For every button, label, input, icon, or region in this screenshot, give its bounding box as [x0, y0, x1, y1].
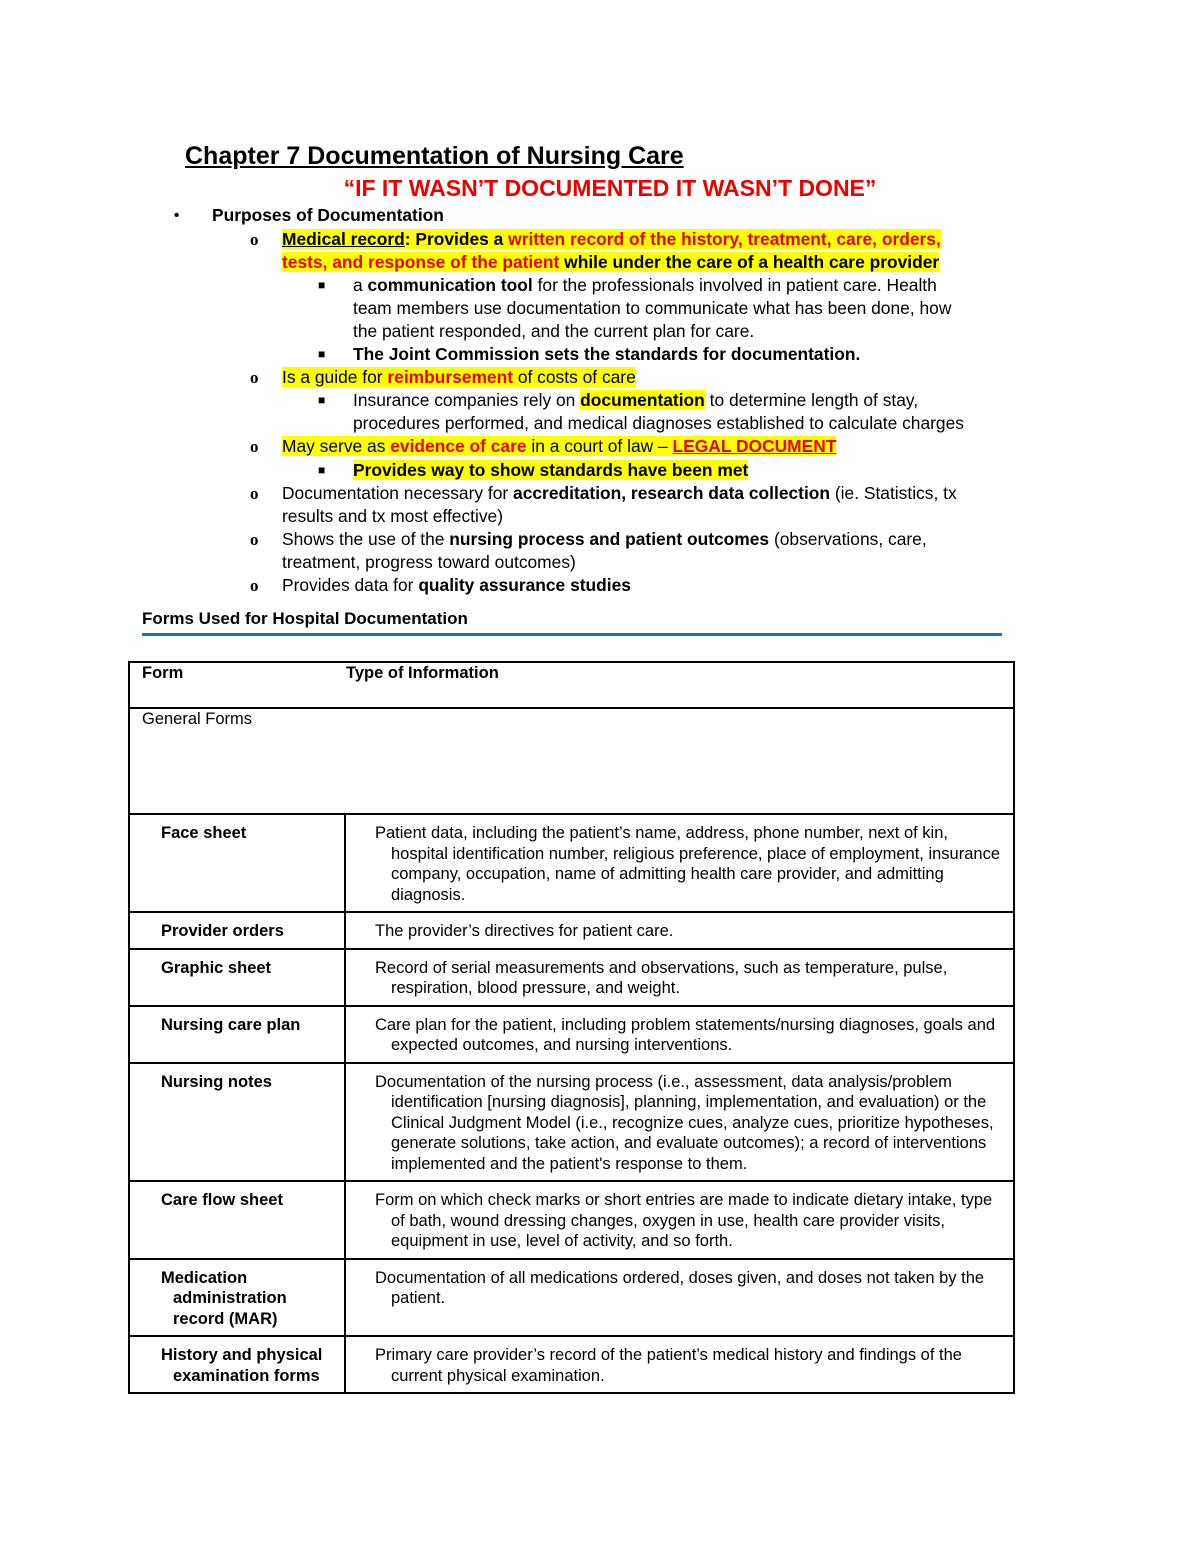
table-row — [129, 1063, 1014, 1182]
joint-commission-line: The Joint Commission sets the standards for documentation. — [353, 344, 861, 364]
bullet-square-icon: ■ — [318, 347, 326, 361]
table-row — [129, 814, 1014, 912]
table-row — [129, 1259, 1014, 1337]
form-info: Primary care provider’s record of the patient’s medical history and findings of the current physical examination. — [375, 1346, 962, 1385]
bullet-square-icon: ■ — [318, 278, 326, 292]
medical-record-line-1: Medical record: Provides a written record of the history, treatment, care, orders, — [282, 229, 941, 249]
bullet-o-icon: o — [250, 230, 259, 249]
bullet-o-icon: o — [250, 576, 259, 595]
form-info: Care plan for the patient, including problem statements/nursing diagnoses, goals and expected outcomes, and nursing interventions. — [375, 1015, 996, 1054]
table-row — [129, 1181, 1014, 1259]
slogan: “IF IT WASN’T DOCUMENTED IT WASN’T DONE” — [343, 175, 877, 201]
chapter-title: Chapter 7 Documentation of Nursing Care — [185, 142, 684, 170]
table-row — [129, 912, 1014, 949]
accreditation-line-2: results and tx most effective) — [282, 506, 504, 526]
nursing-process-line-2: treatment, progress toward outcomes) — [282, 552, 576, 572]
communication-tool-line-2: team members use documentation to communicate what has been done, how — [353, 298, 952, 318]
form-name: Care flow sheet — [161, 1191, 283, 1209]
bullet-o-icon: o — [250, 530, 259, 549]
section-divider — [142, 633, 1002, 636]
table-row — [129, 1336, 1014, 1393]
nursing-process-line-1: Shows the use of the nursing process and patient outcomes (observations, care, — [282, 529, 927, 549]
form-name: Nursing care plan — [161, 1015, 301, 1034]
evidence-line: May serve as evidence of care in a court of law – LEGAL DOCUMENT — [282, 436, 837, 456]
accreditation-line-1: Documentation necessary for accreditation, research data collection (ie. Statistics, tx — [282, 483, 957, 503]
bullet-o-icon: o — [250, 484, 259, 503]
communication-tool-line-3: the patient responded, and the current plan for care. — [353, 321, 755, 341]
form-info: Documentation of the nursing process (i.e., assessment, data analysis/problem identification [nursing diagnosis], planning, implementation, and evaluation) or the Clinical Judgment Model (i.e., recognize cues, analyze cues, prioritize hypotheses, generate solutions, take action, and evaluate outcomes); a record of interventions implemented and the patient's response to them. — [375, 1072, 994, 1173]
communication-tool-line-1: a communication tool for the professionals involved in patient care. Health — [353, 275, 937, 295]
insurance-line-1: Insurance companies rely on documentation to determine length of stay, — [353, 390, 919, 410]
general-forms-row — [129, 708, 1014, 814]
table-row — [129, 949, 1014, 1006]
bullet-square-icon: ■ — [318, 463, 326, 477]
standards-line: Provides way to show standards have been met — [353, 460, 749, 480]
forms-table — [128, 661, 1015, 1394]
bullet-o-icon: o — [250, 368, 259, 387]
table-header-row — [129, 662, 1014, 708]
purposes-heading: Purposes of Documentation — [212, 205, 444, 225]
reimbursement-line: Is a guide for reimbursement of costs of care — [282, 367, 636, 387]
bullet-dot-icon: • — [174, 207, 180, 224]
form-info: The provider’s directives for patient care. — [375, 922, 674, 940]
form-name: Face sheet — [161, 824, 247, 842]
table-header-cell — [129, 662, 1014, 708]
table-row — [129, 1006, 1014, 1063]
form-name: History and physical examination forms — [161, 1346, 323, 1385]
form-info: Patient data, including the patient’s name, address, phone number, next of kin, hospital identification number, religious preference, place of employment, insurance company, occupation, name of admitting health care provider, and admitting diagnosis. — [375, 824, 1001, 904]
insurance-line-2: procedures performed, and medical diagnoses established to calculate charges — [353, 413, 964, 433]
bullet-o-icon: o — [250, 437, 259, 456]
general-forms-cell: General Forms — [129, 708, 1014, 814]
form-name: Graphic sheet — [161, 958, 272, 977]
forms-section-heading: Forms Used for Hospital Documentation — [142, 609, 468, 628]
form-info: Form on which check marks or short entries are made to indicate dietary intake, type of bath, wound dressing changes, oxygen in use, health care provider visits, equipment in use, level of activity, and so forth. — [375, 1191, 993, 1250]
bullet-square-icon: ■ — [318, 393, 326, 407]
medical-record-line-2: tests, and response of the patient while under the care of a health care provider — [282, 252, 940, 272]
form-info: Record of serial measurements and observations, such as temperature, pulse, respiration, blood pressure, and weight. — [375, 958, 948, 997]
form-name: Provider orders — [161, 922, 284, 940]
quality-line: Provides data for quality assurance studies — [282, 575, 631, 595]
form-name: Nursing notes — [161, 1072, 272, 1091]
header-form: Form — [142, 664, 184, 682]
form-name: Medication administration record (MAR) — [161, 1268, 287, 1328]
form-info: Documentation of all medications ordered, doses given, and doses not taken by the patient. — [375, 1268, 985, 1307]
header-type-of-information: Type of Information — [346, 664, 499, 682]
